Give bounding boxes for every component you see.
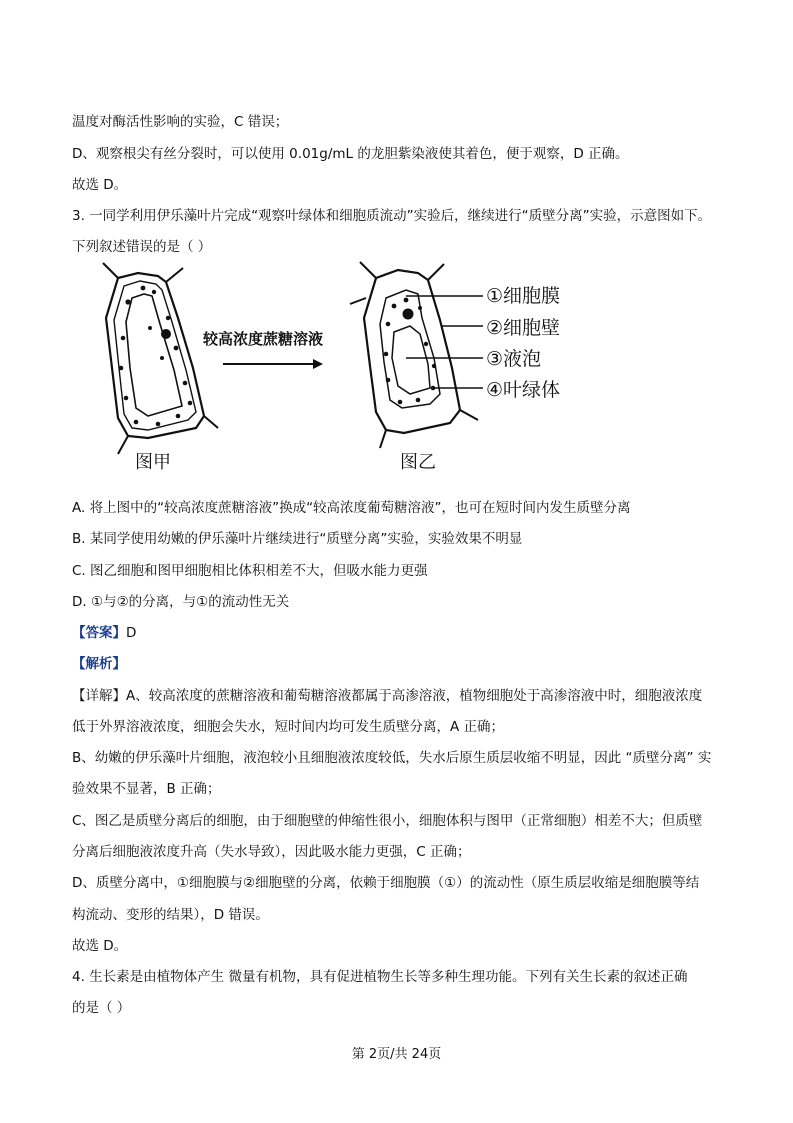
detail-line: 构流动、变形的结果），D 错误。: [72, 907, 269, 923]
arrow-head-icon: [313, 359, 323, 369]
text-line: 故选 D。: [72, 177, 128, 193]
cell-a-vacuole: [126, 294, 182, 416]
label-cell-membrane: ①细胞膜: [486, 285, 561, 307]
plasmolysis-figure: [88, 258, 608, 478]
question-3-stem-cont: 下列叙述错误的是（ ）: [72, 239, 212, 255]
analysis-tag: 【解析】: [72, 656, 126, 672]
option-d: D. ①与②的分离，与①的流动性无关: [72, 594, 290, 610]
cell-b-membrane: [380, 290, 440, 408]
page-footer: 第 2页/共 24页: [351, 1047, 442, 1062]
text-line: 温度对酶活性影响的实验，C 错误；: [72, 114, 289, 130]
detail-line: 分离后细胞液浓度升高（失水导致），因此吸水能力更强，C 正确；: [72, 844, 471, 860]
label-cell-wall: ②细胞壁: [486, 317, 561, 339]
detail-line: C、图乙是质壁分离后的细胞，由于细胞壁的伸缩性很小，细胞体积与图甲（正常细胞）相差不大；但质壁: [72, 813, 703, 829]
arrow-label: 较高浓度蔗糖溶液: [202, 330, 324, 348]
answer-value: D: [126, 625, 137, 641]
caption-left: 图甲: [135, 452, 171, 473]
cell-diagram: [88, 258, 608, 478]
answer-tag: 【答案】: [72, 625, 126, 641]
text-line: D、观察根尖有丝分裂时，可以使用 0.01g/mL 的龙胆紫染液使其着色，便于观察，D 正确。: [72, 146, 629, 162]
detail-line: 【详解】A、较高浓度的蔗糖溶液和葡萄糖溶液都属于高渗溶液，植物细胞处于高渗溶液中时，细胞液浓度: [72, 688, 703, 704]
option-b: B. 某同学使用幼嫩的伊乐藻叶片继续进行“质壁分离”实验，实验效果不明显: [72, 531, 523, 547]
option-a: A. 将上图中的“较高浓度蔗糖溶液”换成“较高浓度葡萄糖溶液”，也可在短时间内发生质壁分离: [72, 500, 631, 516]
caption-right: 图乙: [400, 452, 436, 473]
analysis-line: [72, 654, 126, 674]
detail-line: 低于外界溶液浓度，细胞会失水，短时间内均可发生质壁分离，A 正确；: [72, 719, 505, 735]
detail-line: B、幼嫩的伊乐藻叶片细胞，液泡较小且细胞液浓度较低，失水后原生质层收缩不明显，因此 “质壁分离” 实: [72, 750, 712, 766]
detail-line: 验效果不显著，B 正确；: [72, 781, 221, 797]
option-c: C. 图乙细胞和图甲细胞相比体积相差不大，但吸水能力更强: [72, 563, 428, 579]
answer-line: [72, 623, 136, 643]
label-vacuole: ③液泡: [486, 348, 542, 370]
question-4-stem-cont: 的是（ ）: [72, 1000, 131, 1016]
question-4-stem: 4. 生长素是由植物体产生 微量有机物，具有促进植物生长等多种生理功能。下列有关生长素的叙述正确: [72, 969, 688, 985]
cell-b-wall: [364, 270, 460, 433]
detail-line: D、质壁分离中，①细胞膜与②细胞壁的分离，依赖于细胞膜（①）的流动性（原生质层收缩是细胞膜等结: [72, 875, 700, 891]
detail-line: 故选 D。: [72, 938, 128, 954]
cell-b-vacuole: [392, 326, 430, 394]
question-3-stem: 3. 一同学利用伊乐藻叶片完成“观察叶绿体和细胞质流动”实验后，继续进行“质壁分离”实验，示意图如下。: [72, 208, 712, 224]
label-chloroplast: ④叶绿体: [486, 379, 561, 401]
